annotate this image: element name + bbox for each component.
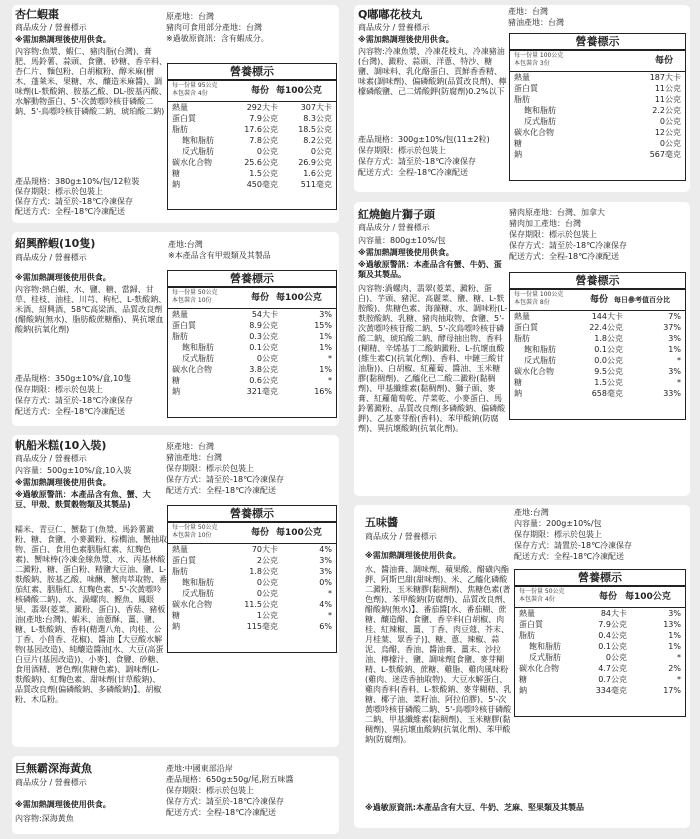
product-card-rice-cake <box>12 435 339 747</box>
nutrition-row-saturated-fat: 飽和脂肪 0.1公克 1% <box>182 343 332 352</box>
nutrition-row-protein: 蛋白質 7.9公克 8.3公克 <box>172 114 332 123</box>
ingredients-text: 內容物:冷凍魚漿、冷凍花枝丸、冷凍豬油(台灣)、澱粉、蒜頭、洋蔥、特沙、糖鹽、調味料、乳化酪蛋白、貢鮮香香精、味素(調味劑)、偏磷酸鈉(品質改良劑)、檸檬磷酸鹽、己二烯酸鉀(防腐劑)0.2%以下 <box>358 47 507 96</box>
delivery-text: 配送方式：全程-18℃冷凍配送 <box>15 407 126 416</box>
servings-per-pack: 本包裝含 4份 <box>172 90 208 97</box>
storage-text: 保存方式：請至於-18℃冷凍保存 <box>509 241 628 250</box>
shelf-life-text: 保存期限：標示於包裝上 <box>15 385 103 394</box>
servings-per-pack: 本包裝含 10份 <box>172 297 212 304</box>
ingredients-text: 糯米、青豆仁、蟹黏丁(魚漿、馬鈴薯澱粉、糖、食鹽、小麥澱粉、棕櫚油、蟹抽取物、蛋白、食用色素胭脂紅素、紅麴色素)、蟹味棒(冷凍金線魚漿、水、丙基林酸二澱粉、糖、蛋白粉、精鹽大豆油、鹽、L-麩酸鈉、胺基乙酸、味醂、蟹肉萃取物、番茄紅素、胭脂紅、紅麴色素、5'-次黃嘌呤核磷酸二鈉)、水、渦螺肉、鰹魚、鳳眼果、翡翠(菱菜、澱粉、蛋白)、香菇、豬板油(產地:台灣)、蝦米、油蔥酥、薑、鹽、糖、L-麩酸鈉、香料(精選八角、肉桂、公丁香、小茴香、花椒)、醬油【大豆酸水解物(基因改造)、純釀造醬油[水、大豆(高蛋白豆片(基因改造))、小麥]、食鹽、砂糖、食用酒精、著色劑(焦糖色素)、調味劑(L-麩酸鈉)、紅麴色素、甜味劑(甘草酸鈉)、品質改良劑(偏磷酸鈉、多磷酸鈉)】、胡椒粉、木瓜粉。 <box>15 525 167 704</box>
nutrition-title: 營養標示 <box>510 273 685 290</box>
warning-text: ※需加熱調理後使用供食。 <box>365 551 461 560</box>
nutrition-row-fat: 脂肪 1.8公克 3% <box>514 334 681 343</box>
servings-per-pack: 本包裝含 3份 <box>514 60 550 67</box>
nutrition-title: 營養標示 <box>515 570 685 587</box>
delivery-text: 配送方式：全程-18℃冷凍配送 <box>514 552 625 561</box>
nutrition-row-saturated-fat: 飽和脂肪 0.1公克 1% <box>529 642 681 651</box>
nutrition-row-fat: 脂肪 11公克 <box>514 95 681 104</box>
ingredients-text: 內容物:渦螺肉、翡翠(菱菜、澱粉、蛋白)、芋頭、豬泥、高麗菜、鹽、糖、L-麩胺酸)、焦糖色素、海藻糖、水、調味粉(L-麩胺酸鈉、乳糖、豬肉抽取物、食鹽、5'-次黃嘌呤核苷酸二鈉、5'-次鳥嘌呤核苷磷酸二鈉、琥珀酸二鈉、酵母抽出物、香料(糊精、辛烯基丁二酸鈉澱粉、L-抗壞血酸(維生素C)(抗氧化劑)、香料、中鏈三酸甘油脂))、白胡椒、紅蘿蔔、醬油、玉米糖膠(黏稠劑)、乙醯化已二酸二澱粉(黏稠劑)、甲基纖維素(黏稠劑)、獅子頭、麥膏、紅蘿葡萄乾、芹菜乾、小麥蛋白、馬鈴薯澱粉、品質改良劑(多磷酸鈉、偏磷酸鉀)、乙基麥芽酚(香料)、苯甲酸鈉(防腐劑)、異抗壞酸鈉(抗氧化劑)。 <box>358 284 508 433</box>
pork-origin-text: 豬肉可食用部分產地：台灣 <box>166 23 262 32</box>
delivery-text: 配送方式：全程-18℃冷凍配送 <box>509 252 620 261</box>
nutrition-row-energy: 熱量 292大卡 307大卡 <box>172 103 332 112</box>
product-title: 巨無霸深海黃魚 <box>15 762 92 775</box>
shelf-life-text: 保存期限：標示於包裝上 <box>166 786 254 795</box>
per-serving-header: 每份 <box>251 293 270 303</box>
ingredients-text: 內容物:魚漿、蝦仁、豬肉脂(台灣)、膏肥、馬鈴薯、蒜頭、食鹽、砂糖、香辛料、杏仁片、麵包粉、白胡椒粉、醇米麻(樹木、蓬萊米、果糖、水、釀造米麻醬)、調味劑(L-麩酸鈉、胺基乙酸、DL-胺基丙酸、水解動物蛋白、5'-次黃嘌呤核苷磷酸二鈉、5'-鳥嘌呤核苷磷酸二鈉、琥珀酸二鈉) <box>15 47 167 116</box>
product-title: Q嘟嘟花枝丸 <box>358 8 423 21</box>
ingredients-text-continued <box>15 657 336 743</box>
lard-origin-text: 豬油產地：台灣 <box>166 453 222 462</box>
per-100g-header: 每100公克 <box>625 592 671 602</box>
warning-text: ※需加熱調理後使用供食。 <box>15 35 111 44</box>
allergen-text: ※本產品含有甲殼類及其製品 <box>168 251 271 260</box>
delivery-text: 配送方式：全程-18℃冷凍配送 <box>15 207 126 216</box>
storage-text: 保存方式：請至於-18℃冷凍保存 <box>15 396 134 405</box>
ingredients-text: 內容物:熱白蝦、水、鹽、糖、當歸、甘草、桂枝、油桂、川芎、枸杞、L-麩酸鈉、米酒、紹興酒、58℃高梁酒、品質改良劑(醋酸鈉(無水)、脂肪酸蔗糖酯)、異抗壞血酸鈉(抗氧化劑) <box>15 285 167 334</box>
warning-text: ※需加熱調理後使用供食。 <box>358 248 454 257</box>
storage-text: 保存方式：請至於-18℃冷凍保存 <box>166 475 285 484</box>
per-serving-header: 每份 <box>655 56 674 66</box>
per-serving-header: 每份 <box>251 528 270 538</box>
storage-text: 保存方式：請至於-18℃冷凍保存 <box>15 197 134 206</box>
origin-text: 產地:台灣 <box>168 240 203 249</box>
nutrition-row-trans-fat: 反式脂肪 0公克 * <box>182 589 332 598</box>
storage-text: 保存方式：請置於-18℃冷凍保存 <box>514 541 633 550</box>
nutrition-row-saturated-fat: 飽和脂肪 7.8公克 8.2公克 <box>182 136 332 145</box>
serving-size: 每一份量 50公克 <box>172 524 218 531</box>
daily-value-header: 每日參考值百分比 <box>614 296 670 304</box>
warning-text: ※需加熱調理後使用供食。 <box>15 273 111 282</box>
warning-text: ※需加熱調理後使用供食。 <box>358 35 454 44</box>
nutrition-title: 營養標示 <box>168 506 336 523</box>
nutrition-row-carbohydrate: 碳水化合物 25.6公克 26.9公克 <box>172 158 332 167</box>
nutrition-row-carbohydrate: 碳水化合物 11.5公克 4% <box>172 600 332 609</box>
nutrition-row-protein: 蛋白質 2公克 3% <box>172 556 332 565</box>
nutrition-row-energy: 熱量 54大卡 3% <box>172 310 332 319</box>
servings-per-pack: 本包裝含 8份 <box>514 299 550 306</box>
allergen-text: ※過敏原警訊：本產品含有魚、蟹、大豆、甲殼、麩質穀物類及其製品) <box>15 490 151 509</box>
capacity-text: 內容量：500g±10%/盒,10入裝 <box>15 466 132 475</box>
product-card-five-flavor-sauce <box>354 505 690 828</box>
nutrition-row-sodium: 鈉 115毫克 6% <box>172 622 332 631</box>
serving-size: 每一份量 95公克 <box>172 82 218 89</box>
delivery-text: 配送方式：全程-18℃冷凍配送 <box>358 168 469 177</box>
nutrition-row-energy: 熱量 187大卡 <box>514 73 681 82</box>
nutrition-row-energy: 熱量 144大卡 7% <box>514 312 681 321</box>
nutrition-table <box>514 569 686 717</box>
allergen-text: ※過敏原資訊:本產品含有大豆、牛奶、芝麻、堅果類及其製品 <box>365 803 584 812</box>
product-subtitle: 商品成分 / 營養標示 <box>15 454 87 463</box>
per-100g-header: 每100公克 <box>276 293 322 303</box>
serving-size: 每一份量 100公克 <box>514 291 564 298</box>
nutrition-row-sodium: 鈉 567毫克 <box>514 150 681 159</box>
nutrition-title: 營養標示 <box>168 271 336 288</box>
nutrition-row-trans-fat: 反式脂肪 0公克 * <box>529 653 681 662</box>
product-subtitle: 商品成分 / 營養標示 <box>358 23 430 32</box>
serving-size: 每一份量 100公克 <box>514 52 564 59</box>
nutrition-row-sugar: 糖 0.6公克 * <box>172 376 332 385</box>
nutrition-row-fat: 脂肪 1.8公克 3% <box>172 567 332 576</box>
shelf-life-text: 保存期限：標示於包裝上 <box>358 146 446 155</box>
spec-text: 產品規格：380g±10%/包/12粒裝 <box>15 177 140 186</box>
allergen-text: ※過敏原資訊：含有蝦成分。 <box>166 34 269 43</box>
product-subtitle: 商品成分 / 營養標示 <box>15 778 87 787</box>
product-title: 紅燒鮑片獅子頭 <box>358 208 435 221</box>
spec-text: 產品規格：300g±10%/包(11±2粒) <box>358 135 490 144</box>
product-card-squid-ball <box>354 5 690 192</box>
nutrition-table <box>509 272 686 420</box>
nutrition-row-sodium: 鈉 321毫克 16% <box>172 387 332 396</box>
shelf-life-text: 保存期限：標示於包裝上 <box>166 464 254 473</box>
nutrition-row-trans-fat: 反式脂肪 0公克 0公克 <box>182 147 332 156</box>
nutrition-table <box>167 63 337 210</box>
nutrition-row-carbohydrate: 碳水化合物 3.8公克 1% <box>172 365 332 374</box>
nutrition-row-trans-fat: 反式脂肪 0.0公克 * <box>524 356 681 365</box>
nutrition-row-saturated-fat: 飽和脂肪 0公克 0% <box>182 578 332 587</box>
nutrition-title: 營養標示 <box>510 34 685 51</box>
product-card-almond-shrimp <box>12 5 339 223</box>
capacity-text: 內容量：200g±10%/包 <box>514 519 602 528</box>
per-100g-header: 每100公克 <box>276 528 322 538</box>
nutrition-row-carbohydrate: 碳水化合物 9.5公克 3% <box>514 367 681 376</box>
nutrition-row-sugar: 糖 1公克 * <box>172 611 332 620</box>
product-card-braised-meatball <box>354 202 690 496</box>
nutrition-row-fat: 脂肪 0.4公克 1% <box>519 631 681 640</box>
delivery-text: 配送方式：全程-18℃冷凍配送 <box>166 808 277 817</box>
product-title: 帆船米糕(10入裝) <box>15 439 107 452</box>
per-serving-header: 每份 <box>590 295 609 305</box>
processing-origin-text: 豬肉加工產地：台灣 <box>509 219 581 228</box>
nutrition-row-protein: 蛋白質 8.9公克 15% <box>172 321 332 330</box>
origin-text: 原產地：台灣 <box>166 442 214 451</box>
per-100g-header: 每100公克 <box>276 86 322 96</box>
nutrition-row-fat: 脂肪 0.3公克 1% <box>172 332 332 341</box>
product-subtitle: 商品成分 / 營養標示 <box>15 253 87 262</box>
nutrition-row-sugar: 糖 1.5公克 * <box>514 378 681 387</box>
storage-text: 保存方式：請至於-18℃冷凍保存 <box>166 797 285 806</box>
nutrition-row-sugar: 糖 0.7公克 * <box>519 675 681 684</box>
nutrition-row-trans-fat: 反式脂肪 0公克 * <box>182 354 332 363</box>
ingredients-text: 內容物:深海黃魚 <box>15 814 74 823</box>
nutrition-row-energy: 熱量 84大卡 3% <box>519 609 681 618</box>
allergen-text: ※過敏原警訊：本產品含有蟹、牛奶、蛋類及其製品。 <box>358 260 502 279</box>
nutrition-row-sugar: 糖 0公克 <box>514 139 681 148</box>
capacity-text: 內容量：800g±10%/包 <box>358 236 446 245</box>
nutrition-row-carbohydrate: 碳水化合物 12公克 <box>514 128 681 137</box>
nutrition-row-saturated-fat: 飽和脂肪 2.2公克 <box>524 106 681 115</box>
lard-origin-text: 豬油產地：台灣 <box>508 18 564 27</box>
nutrition-row-protein: 蛋白質 7.9公克 13% <box>519 620 681 629</box>
product-card-yellow-croaker <box>12 756 339 834</box>
pork-origin-text: 豬肉原產地：台灣、加拿大 <box>509 208 605 217</box>
ingredients-text: 水、醬油膏、調味劑、蘋果酸、醋磺內酯鉀、阿斯巴甜(甜味劑)、米、乙醯化磷酸二澱粉、玉米糖膠(黏稠劑)、焦糖色素(著色劑)、苯甲酸鈉(防腐劑)、品質改良劑、醋酸鈉(無水)】、番茄醬[水、番茄糊、蔗糖、釀造醋、食鹽、香辛料(白胡椒、肉桂、紅辣椒、薑、丁香、肉豆蔻、芥末、月桂葉、眾香子)]、糖、蔥、辣椒、蒜泥、烏醋、香油、醬油膏、薑末、沙拉油、檸檬汁、鹽、調味劑[食鹽、麥芽糊精、L-麩酸鈉、蔗糖、雞脂、雞肉風味粉(雞肉、迷迭香抽取物)、大豆水解蛋白、雞肉香料(香料、L-麩酸鈉、麥芽糊精、乳糖、椰子油、菜籽油、阿拉伯膠)、5'-次黃嘌呤核苷磷酸二鈉、5'-鳥嘌呤核苷磷酸二鈉、甲基纖維素(黏稠劑)、玉米糖膠(黏稠劑)、異抗壞血酸鈉(抗氧化劑)、苯甲酸鈉(防腐劑)。 <box>365 565 512 744</box>
product-subtitle: 商品成分 / 營養標示 <box>15 23 87 32</box>
serving-size: 每一份量 50公克 <box>519 588 565 595</box>
shelf-life-text: 保存期限：標示於包裝上 <box>15 187 103 196</box>
servings-per-pack: 本包裝含 4份 <box>519 596 555 603</box>
servings-per-pack: 本包裝含 10份 <box>172 532 212 539</box>
warning-text: ※需加熱調理後使用供食。 <box>15 478 111 487</box>
product-title: 杏仁蝦棗 <box>15 8 59 21</box>
product-subtitle: 商品成分 / 營養標示 <box>365 532 437 541</box>
product-title: 五味醬 <box>365 516 398 529</box>
nutrition-row-sugar: 糖 1.5公克 1.6公克 <box>172 169 332 178</box>
origin-text: 原產地：台灣 <box>166 12 214 21</box>
nutrition-row-trans-fat: 反式脂肪 0公克 <box>524 117 681 126</box>
product-subtitle: 商品成分 / 營養標示 <box>358 223 430 232</box>
delivery-text: 配送方式：全程-18℃冷凍配送 <box>166 486 277 495</box>
nutrition-row-protein: 蛋白質 11公克 <box>514 84 681 93</box>
origin-text: 產地:中國東部沿岸 <box>166 764 233 773</box>
shelf-life-text: 保存期限：標示於包裝上 <box>514 530 602 539</box>
per-serving-header: 每份 <box>599 592 618 602</box>
nutrition-table <box>167 270 337 418</box>
nutrition-title: 營養標示 <box>168 64 336 81</box>
origin-text: 產地：台灣 <box>508 7 548 16</box>
storage-text: 保存方式：請至於-18℃冷凍保存 <box>358 157 477 166</box>
nutrition-row-sodium: 鈉 450毫克 511毫克 <box>172 180 332 189</box>
product-card-drunken-shrimp <box>12 232 339 426</box>
spec-text: 產品規格：350g±10%/盒,10隻 <box>15 374 132 383</box>
nutrition-table <box>509 33 686 181</box>
nutrition-row-fat: 脂肪 17.6公克 18.5公克 <box>172 125 332 134</box>
warning-text: ※需加熱調理後使用供食。 <box>15 800 111 809</box>
nutrition-row-carbohydrate: 碳水化合物 4.7公克 2% <box>519 664 681 673</box>
nutrition-row-sodium: 鈉 334毫克 17% <box>519 686 681 695</box>
serving-size: 每一份量 50公克 <box>172 289 218 296</box>
nutrition-table <box>167 505 337 653</box>
origin-text: 產地:台灣 <box>514 508 549 517</box>
nutrition-row-energy: 熱量 70大卡 4% <box>172 545 332 554</box>
nutrition-row-sodium: 鈉 658毫克 33% <box>514 389 681 398</box>
product-title: 紹興醉蝦(10隻) <box>15 237 96 250</box>
nutrition-row-protein: 蛋白質 22.4公克 37% <box>514 323 681 332</box>
nutrition-row-saturated-fat: 飽和脂肪 0.1公克 1% <box>524 345 681 354</box>
per-serving-header: 每份 <box>251 86 270 96</box>
spec-text: 產品規格：650g±50g/尾,附五味醬 <box>166 775 294 784</box>
shelf-life-text: 保存期限：標示於包裝上 <box>509 230 597 239</box>
